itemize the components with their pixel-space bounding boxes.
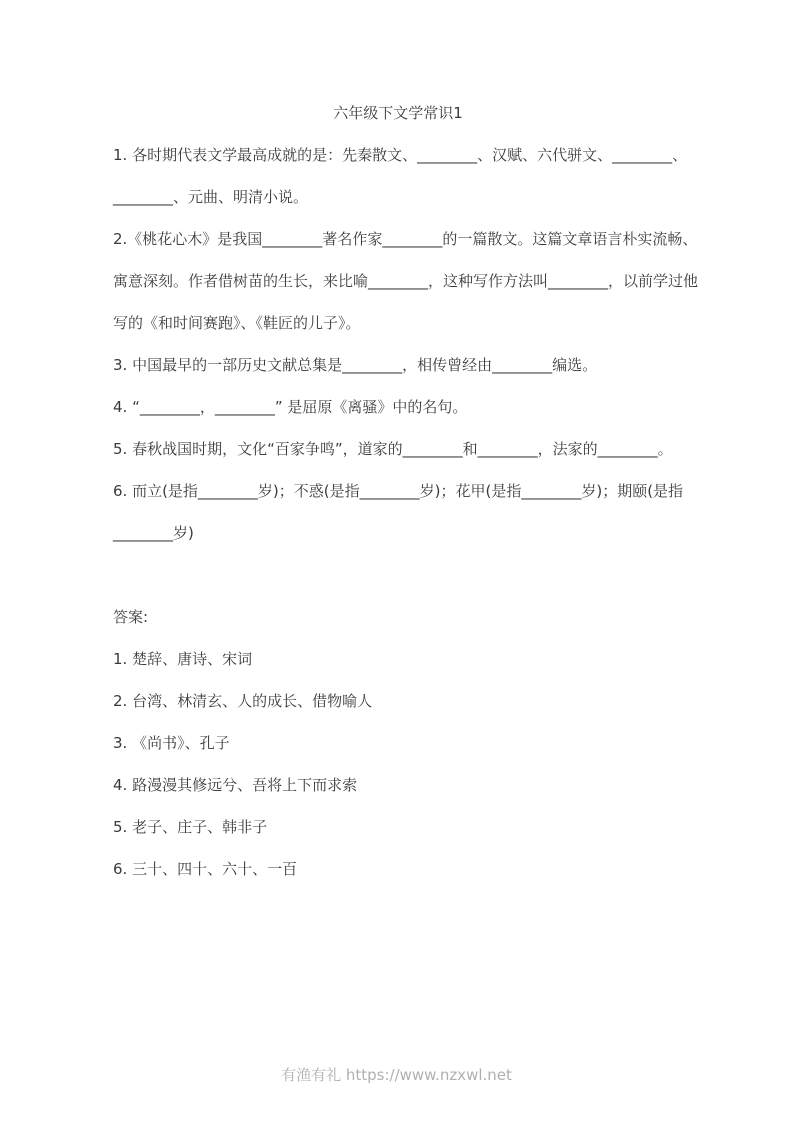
question-2-line-2: 寓意深刻。作者借树苗的生长，来比喻________，这种写作方法叫________，以前学过他 (113, 272, 699, 290)
answers-heading: 答案: (113, 608, 149, 626)
question-3-line-1: 3. 中国最早的一部历史文献总集是________，相传曾经由________编选。 (113, 356, 598, 374)
question-1-line-2: ________、元曲、明清小说。 (113, 188, 309, 206)
question-1-line-1: 1. 各时期代表文学最高成就的是：先秦散文、________、汉赋、六代骈文、________、 (113, 146, 688, 164)
answer-item-3: 3. 《尚书》、孔子 (113, 734, 230, 752)
watermark-text: 有渔有礼 https://www.nzxwl.net (281, 1066, 512, 1084)
question-6-line-1: 6. 而立(是指________岁)；不惑(是指________岁)；花甲(是指________岁)；期颐(是指 (113, 482, 684, 500)
question-4-line-1: 4. “________，________” 是屈原《离骚》中的名句。 (113, 398, 468, 416)
document-content (113, 92, 699, 890)
answer-item-1: 1. 楚辞、唐诗、宋词 (113, 650, 253, 668)
document-title: 六年级下文学常识1 (333, 104, 463, 122)
spacer-line (113, 554, 683, 596)
question-2-line-1: 2.《桃花心木》是我国________著名作家________的一篇散文。这篇文章语言朴实流畅、 (113, 230, 698, 248)
answer-item-6: 6. 三十、四十、六十、一百 (113, 860, 298, 878)
watermark-footer (0, 1062, 793, 1088)
answer-item-4: 4. 路漫漫其修远兮、吾将上下而求索 (113, 776, 358, 794)
question-6-line-2: ________岁) (113, 524, 194, 542)
answer-item-2: 2. 台湾、林清玄、人的成长、借物喻人 (113, 692, 373, 710)
question-2-line-3: 写的《和时间赛跑》、《鞋匠的儿子》。 (113, 314, 361, 332)
question-5-line-1: 5. 春秋战国时期，文化“百家争鸣”，道家的________和________，法家的________。 (113, 440, 673, 458)
answer-item-5: 5. 老子、庄子、韩非子 (113, 818, 268, 836)
